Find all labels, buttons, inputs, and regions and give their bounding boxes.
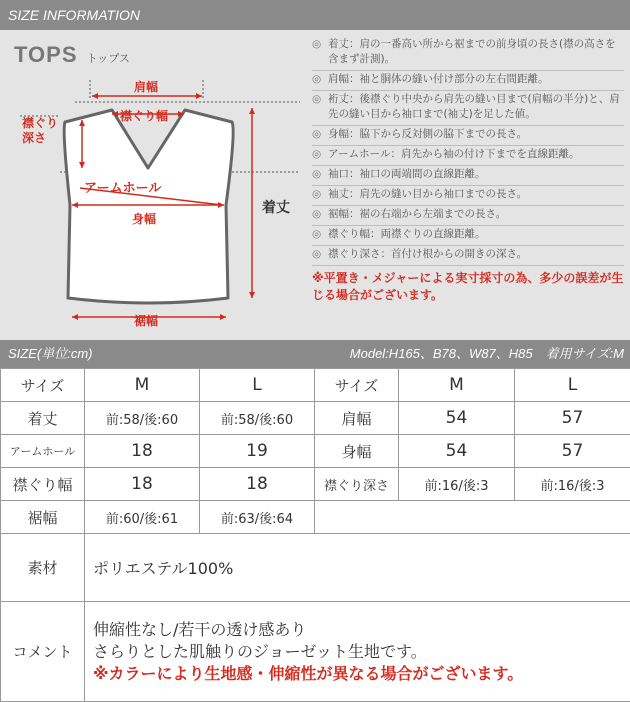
table-cell: 前:58/後:60 — [85, 402, 200, 435]
measurement-warning: ※平置き・メジャーによる実寸採寸の為、多少の誤差が生じる場合がございます。 — [312, 270, 624, 304]
table-cell: 57 — [515, 435, 630, 468]
note-item: ◎ 袖丈：肩先の縫い目から袖口までの長さ。 — [312, 186, 624, 206]
note-item: ◎ アームホール：肩先から袖の付け下までを直線距離。 — [312, 146, 624, 166]
tops-jp: トップス — [87, 52, 130, 65]
table-cell: 18 — [200, 468, 315, 501]
table-cell: 57 — [515, 402, 630, 435]
table-cell: 19 — [200, 435, 315, 468]
comment-row — [1, 602, 630, 702]
size-table — [0, 368, 630, 702]
note-item: ◎ 襟ぐり幅：両襟ぐりの直線距離。 — [312, 226, 624, 246]
table-cell: 身幅 — [315, 435, 399, 468]
table-cell: L — [515, 369, 630, 402]
size-information-header: SIZE INFORMATION — [0, 0, 630, 30]
table-cell: 襟ぐり深さ — [315, 468, 399, 501]
table-cell: 前:60/後:61 — [85, 501, 200, 534]
table-row — [1, 402, 630, 435]
table-cell: 18 — [85, 435, 200, 468]
table-cell: L — [200, 369, 315, 402]
size-unit-header — [0, 340, 630, 368]
label-neck-width: 襟ぐり幅 — [120, 107, 168, 124]
table-row — [1, 468, 630, 501]
table-cell: 裾幅 — [1, 501, 85, 534]
table-cell-empty — [315, 501, 630, 534]
size-info-panel — [0, 30, 630, 340]
comment-value — [85, 602, 630, 702]
table-cell: 肩幅 — [315, 402, 399, 435]
table-header-row — [1, 369, 630, 402]
note-item: ◎ 肩幅：袖と胴体の縫い付け部分の左右間距離。 — [312, 71, 624, 91]
comment-label: コメント — [1, 602, 85, 702]
label-shoulder: 肩幅 — [134, 78, 158, 95]
table-cell: 前:58/後:60 — [200, 402, 315, 435]
label-neck-depth: 襟ぐり 深さ — [22, 116, 58, 146]
table-cell: アームホール — [1, 435, 85, 468]
note-item: ◎ 裄丈：後襟ぐり中央から肩先の縫い目まで(肩幅の半分)と、肩先の縫い目から袖口まで(袖丈)を足した値。 — [312, 91, 624, 126]
table-cell: 54 — [399, 435, 515, 468]
note-item: ◎ 袖口：袖口の両端間の直線距離。 — [312, 166, 624, 186]
label-hem: 裾幅 — [134, 312, 158, 329]
table-cell: 54 — [399, 402, 515, 435]
tops-en: TOPS — [14, 42, 78, 67]
table-cell: サイズ — [1, 369, 85, 402]
table-cell: 前:16/後:3 — [515, 468, 630, 501]
label-body-width: 身幅 — [132, 210, 156, 227]
size-unit-label: SIZE(単位:cm) — [8, 346, 93, 361]
table-cell: 襟ぐり幅 — [1, 468, 85, 501]
table-row — [1, 435, 630, 468]
material-row — [1, 534, 630, 602]
table-cell: 前:63/後:64 — [200, 501, 315, 534]
tops-title — [14, 42, 130, 68]
comment-warning: ※カラーにより生地感・伸縮性が異なる場合がございます。 — [93, 663, 630, 685]
note-item: ◎ 身幅：脇下から反対側の脇下までの長さ。 — [312, 126, 624, 146]
table-row — [1, 501, 630, 534]
label-armhole: アームホール — [84, 177, 161, 196]
label-length: 着丈 — [262, 197, 290, 217]
table-cell: M — [399, 369, 515, 402]
comment-line: さらりとした肌触りのジョーゼット生地です。 — [93, 641, 630, 663]
material-label: 素材 — [1, 534, 85, 602]
material-value: ポリエステル100% — [85, 534, 630, 602]
comment-line: 伸縮性なし/若干の透け感あり — [93, 619, 630, 641]
note-item: ◎ 襟ぐり深さ：首付け根からの開きの深さ。 — [312, 246, 624, 266]
garment-diagram — [0, 30, 310, 340]
table-cell: 前:16/後:3 — [399, 468, 515, 501]
table-cell: M — [85, 369, 200, 402]
model-info: Model:H165、B78、W87、H85 着用サイズ:M — [350, 340, 624, 368]
note-item: ◎ 着丈：肩の一番高い所から裾までの前身頃の長さ(襟の高さを含まず計測)。 — [312, 36, 624, 71]
table-cell: 18 — [85, 468, 200, 501]
note-item: ◎ 裾幅：裾の右端から左端までの長さ。 — [312, 206, 624, 226]
table-cell: サイズ — [315, 369, 399, 402]
measurement-notes — [312, 36, 624, 304]
table-cell: 着丈 — [1, 402, 85, 435]
